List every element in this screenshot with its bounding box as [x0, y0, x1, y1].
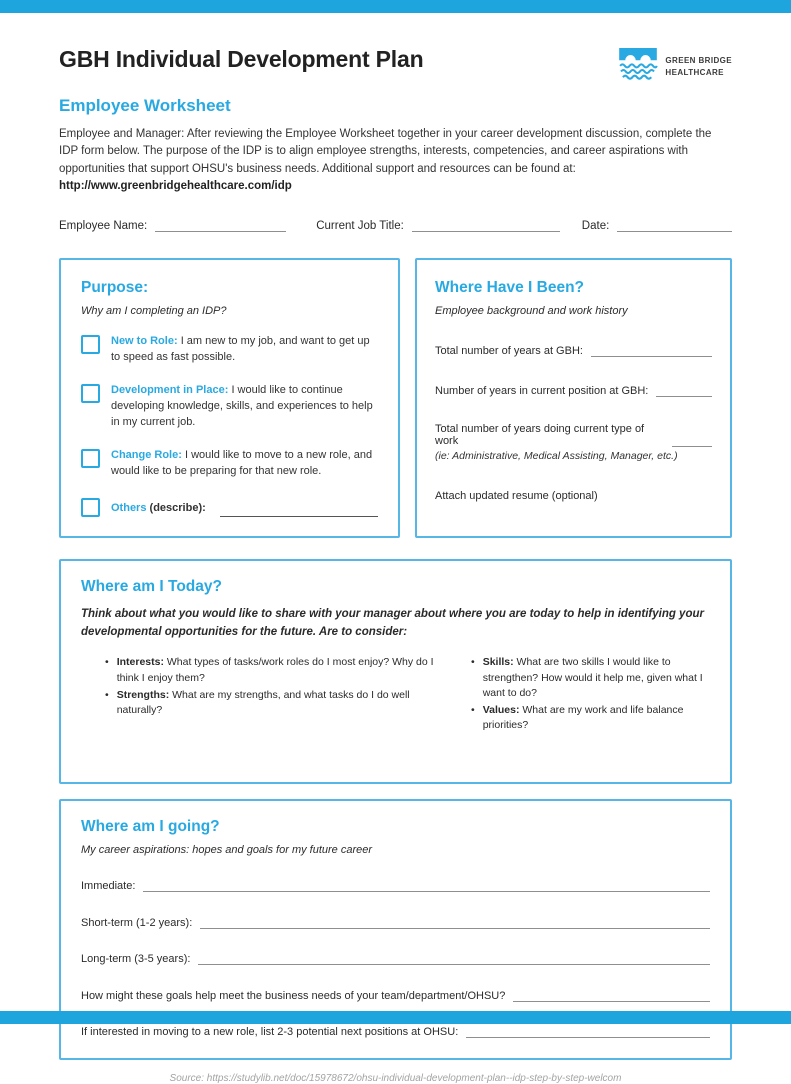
purpose-option-others — [81, 497, 378, 517]
purpose-subheading: Why am I completing an IDP? — [81, 305, 227, 317]
option-description: I would like to continue developing knowledge, skills, and experiences to help in my current job. — [111, 383, 373, 428]
question-label: Total number of years doing current type of work — [435, 423, 645, 447]
option-label — [111, 501, 206, 517]
company-logo — [619, 48, 732, 85]
type-of-work-years-field[interactable] — [672, 433, 712, 447]
purpose-heading: Purpose: — [81, 279, 149, 296]
intro-text: Employee and Manager: After reviewing the Employee Worksheet together in your career development discussion, complete the IDP form below. The purpose of the IDP is to align employee strengths, interests, competencies, and career aspirations with opportunities that support OHSU's business needs. Additional support and resources can be found at: — [59, 128, 712, 175]
bridge-water-icon — [619, 48, 657, 85]
bullet-icon: • — [105, 656, 109, 669]
job-title-field[interactable] — [412, 218, 560, 232]
row-label: Immediate: — [81, 880, 136, 893]
purpose-box — [59, 258, 400, 538]
bullet-icon: • — [471, 656, 475, 669]
where-have-i-been-box — [415, 258, 732, 538]
bullet-label: Skills: — [482, 656, 514, 669]
question-label: Number of years in current position at GBH: — [435, 385, 649, 397]
bullet-interests — [105, 655, 435, 685]
option-label: New to Role: — [111, 335, 178, 347]
date-label: Date: — [581, 220, 610, 232]
bullet-icon: • — [105, 688, 109, 701]
bullet-text — [117, 655, 435, 685]
today-bullet-columns — [81, 655, 710, 735]
header — [59, 46, 732, 85]
others-describe-field[interactable] — [220, 504, 378, 517]
row-label: If interested in moving to a new role, list 2-3 potential next positions at OHSU: — [81, 1026, 459, 1039]
worksheet-subtitle: Employee Worksheet — [59, 96, 231, 115]
been-question-total-years — [435, 343, 712, 357]
option-description: I would like to move to a new role, and would like to be preparing for that new role. — [111, 448, 373, 477]
been-question-type-of-work — [435, 423, 712, 462]
bullet-column-right — [471, 655, 710, 735]
bullet-body: What are two skills I would like to strengthen? How would it help me, given what I want to do? — [482, 656, 703, 699]
going-row-next-positions — [81, 1024, 710, 1038]
bullet-strengths — [105, 688, 435, 718]
been-question-current-position-years — [435, 383, 712, 397]
option-text — [111, 334, 378, 366]
immediate-field[interactable] — [143, 878, 710, 892]
total-years-field[interactable] — [591, 343, 712, 357]
two-column-boxes — [59, 258, 732, 538]
next-positions-field[interactable] — [466, 1024, 710, 1038]
bullet-text — [483, 703, 710, 733]
short-term-field[interactable] — [200, 915, 710, 929]
intro-paragraph — [59, 126, 732, 195]
where-am-i-today-box — [59, 559, 732, 784]
logo-wordmark — [665, 55, 732, 79]
job-title-label: Current Job Title: — [316, 220, 404, 232]
bullet-text — [483, 655, 710, 701]
question-note: (ie: Administrative, Medical Assisting, Manager, etc.) — [435, 450, 678, 462]
checkbox-change-role[interactable] — [81, 449, 100, 468]
been-subheading: Employee background and work history — [435, 305, 628, 317]
page-title: GBH Individual Development Plan — [59, 46, 424, 72]
question-label: Total number of years at GBH: — [435, 345, 583, 357]
checkbox-new-to-role[interactable] — [81, 335, 100, 354]
logo-line2: HEALTHCARE — [665, 67, 724, 77]
bullet-body: What are my work and life balance priorities? — [482, 704, 684, 732]
row-label: Long-term (3-5 years): — [81, 953, 191, 966]
employee-name-label: Employee Name: — [59, 220, 148, 232]
others-label: Others — [111, 501, 147, 514]
today-heading: Where am I Today? — [81, 577, 222, 595]
bullet-body: What types of tasks/work roles do I most enjoy? Why do I think I enjoy them? — [116, 656, 434, 684]
bullet-body: What are my strengths, and what tasks do I do well naturally? — [116, 688, 410, 716]
bottom-accent-bar — [0, 1011, 791, 1024]
top-field-row — [59, 218, 732, 232]
source-citation: Source: https://studylib.net/doc/15978672/ohsu-individual-development-plan--idp-step-by-step-welcom — [169, 1073, 622, 1084]
bullet-text — [117, 688, 435, 718]
describe-label: (describe): — [149, 501, 206, 514]
going-row-business-needs — [81, 988, 710, 1002]
employee-name-field[interactable] — [155, 218, 286, 232]
attach-resume-note: Attach updated resume (optional) — [435, 490, 598, 502]
going-row-short-term — [81, 915, 710, 929]
purpose-option-development-in-place — [81, 383, 378, 431]
business-needs-field[interactable] — [513, 988, 710, 1002]
checkbox-development-in-place[interactable] — [81, 384, 100, 403]
date-field[interactable] — [617, 218, 732, 232]
bullet-label: Values: — [482, 704, 520, 716]
going-heading: Where am I going? — [81, 817, 220, 835]
current-position-years-field[interactable] — [656, 383, 712, 397]
bullet-skills — [471, 655, 710, 701]
purpose-option-new-to-role — [81, 334, 378, 366]
going-subheading: My career aspirations: hopes and goals for my future career — [81, 843, 373, 856]
bullet-label: Strengths: — [116, 688, 170, 701]
going-row-long-term — [81, 951, 710, 965]
option-label: Change Role: — [111, 448, 182, 461]
option-text — [111, 448, 378, 480]
logo-line1: GREEN BRIDGE — [665, 55, 732, 65]
today-subheading: Think about what you would like to share with your manager about where you are today to help in identifying your developmental opportunities for the future. Are to consider: — [81, 607, 704, 638]
checkbox-others[interactable] — [81, 498, 100, 517]
option-text — [111, 383, 378, 431]
been-heading: Where Have I Been? — [435, 279, 585, 296]
bullet-icon: • — [471, 704, 475, 716]
question-line — [435, 423, 712, 447]
row-label: Short-term (1-2 years): — [81, 916, 193, 929]
going-row-immediate — [81, 878, 710, 892]
option-description: I am new to my job, and want to get up to speed as fast possible. — [111, 335, 370, 363]
top-accent-bar — [0, 0, 791, 13]
bullet-column-left — [105, 655, 435, 735]
option-label: Development in Place: — [111, 383, 229, 396]
bullet-values — [471, 703, 710, 733]
long-term-field[interactable] — [198, 951, 710, 965]
others-describe-row — [111, 497, 378, 517]
intro-url: http://www.greenbridgehealthcare.com/idp — [59, 179, 292, 192]
purpose-option-change-role — [81, 448, 378, 480]
row-label: How might these goals help meet the business needs of your team/department/OHSU? — [81, 989, 506, 1002]
bullet-label: Interests: — [116, 656, 164, 669]
